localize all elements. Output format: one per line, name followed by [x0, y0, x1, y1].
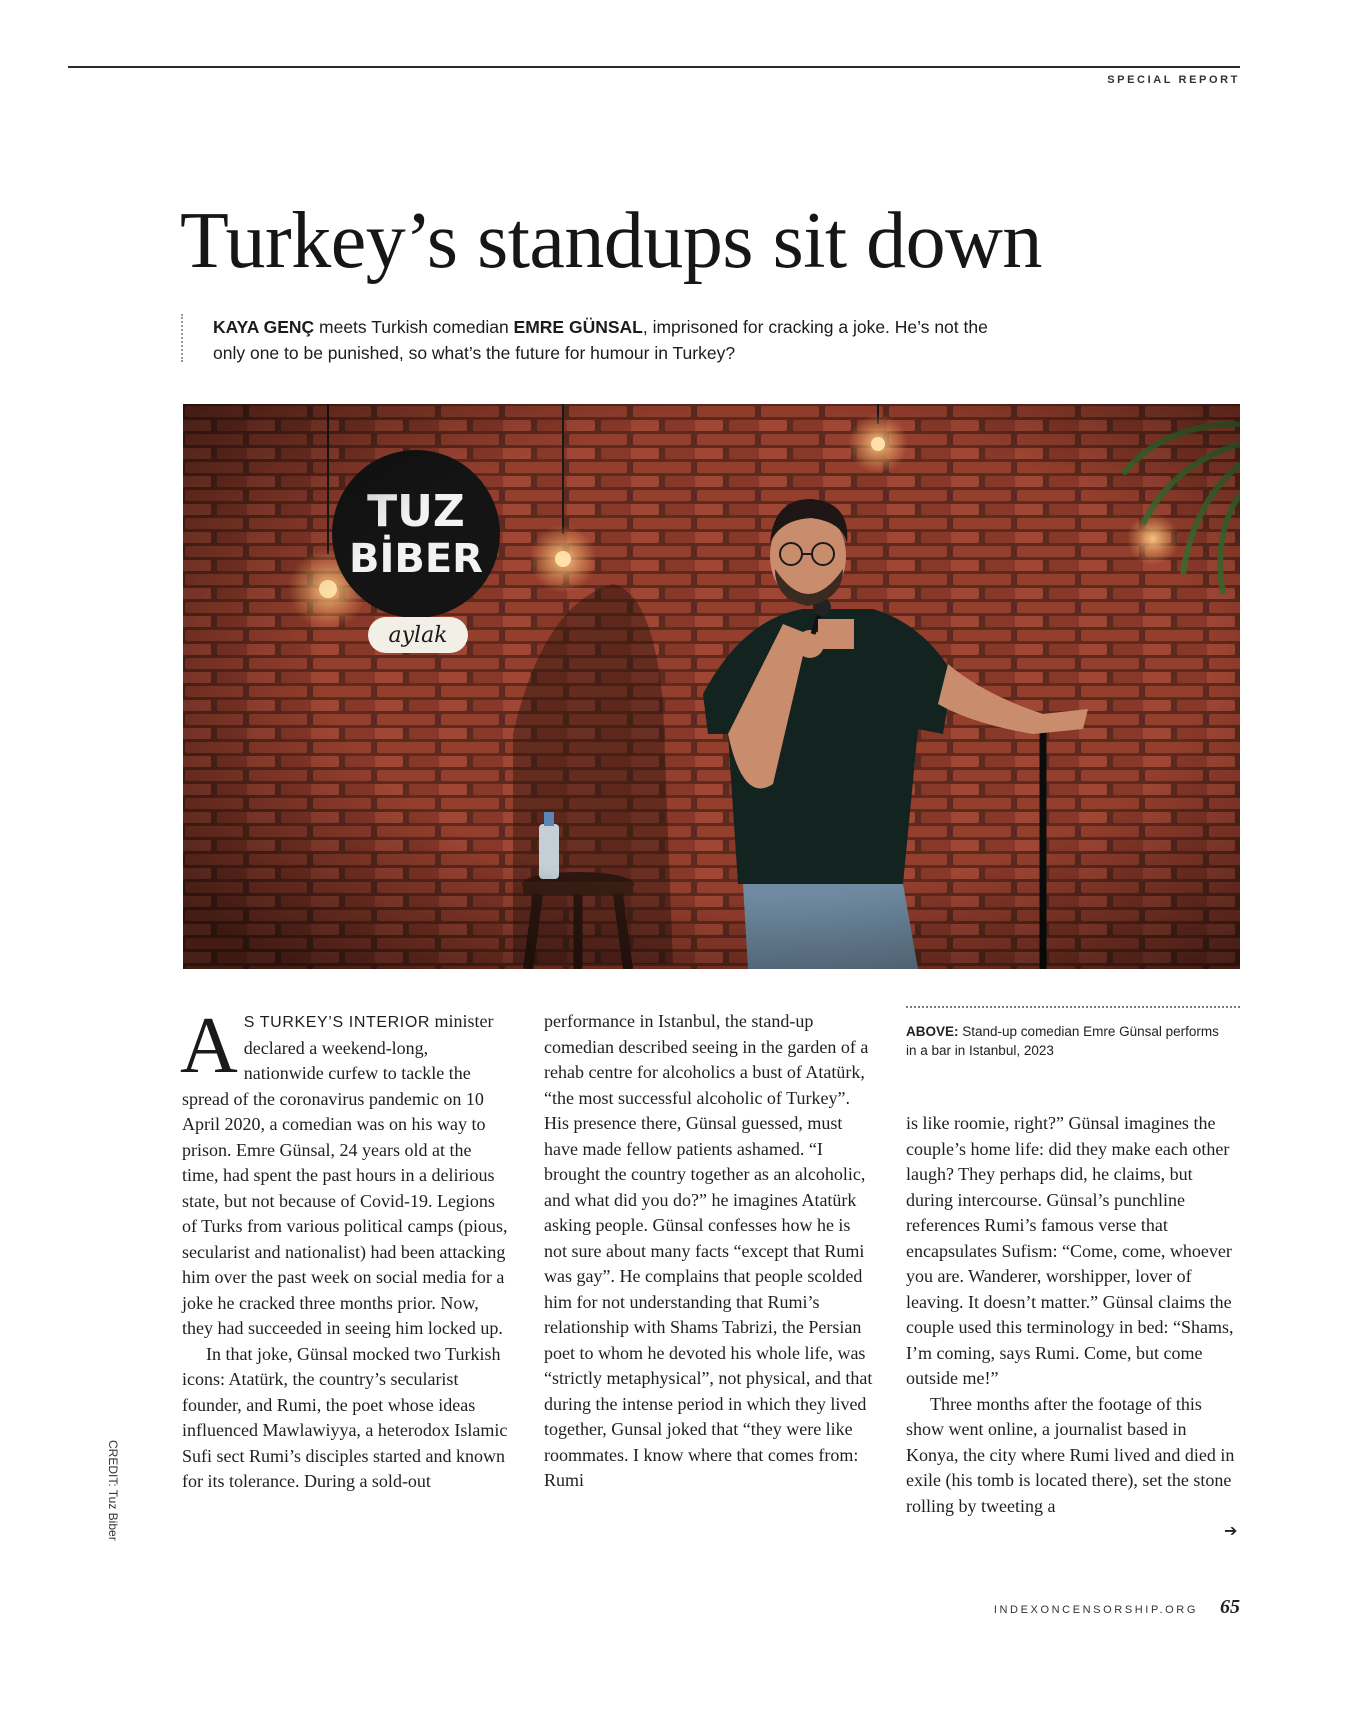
caption-text: Stand-up comedian Emre Günsal performs in a bar in Istanbul, 2023: [906, 1024, 1219, 1058]
headline: Turkey’s standups sit down: [180, 197, 1042, 285]
author-name: KAYA GENÇ: [213, 317, 315, 337]
footer-url: INDEXONCENSORSHIP.ORG: [993, 1604, 1198, 1616]
standfirst-rule: [181, 314, 183, 362]
body-paragraph: Three months after the footage of this show went online, a journalist based in Konya, the city where Rumi lived and died in exile (his tomb is located there), set the stone rolling by tweeting a: [906, 1393, 1235, 1516]
body-column-3: [906, 1111, 1236, 1519]
continue-arrow-icon: ➔: [1224, 1521, 1238, 1540]
body-paragraph: performance in Istanbul, the stand-up comedian described seeing in the garden of a rehab centre for alcoholics a bust of Atatürk, “the most successful alcoholic of Turkey”. His presence there, Günsal guessed, must have made fellow patients ashamed. “I brought the country together as an alcoholic, and what did you do?” he imagines Atatürk asking people. Günsal confesses how he is not sure about many facts “except that Rumi was gay”. He complains that people scolded him for not understanding that Rumi’s relationship with Shams Tabrizi, the Persian poet to whom he devoted his whole life, was “strictly metaphysical”, not physical, and that during the intense period in which they lived together, Gunsal joked that “they were like roommates. I know where that comes from: Rumi: [544, 1011, 873, 1490]
caption-label: ABOVE:: [906, 1024, 959, 1039]
body-paragraph: In that joke, Günsal mocked two Turkish icons: Atatürk, the country’s secularist founder, and Rumi, the poet whose ideas influenced Mawlawiyya, a heterodox Islamic Sufi sect Rumi’s disciples started and known for its tolerance. During a sold-out: [182, 1343, 508, 1491]
body-paragraph: is like roomie, right?” Günsal imagines the couple’s home life: did they make each other laugh? They perhaps did, he claims, but during intercourse. Günsal’s punchline references Rumi’s famous verse that encapsulates Sufism: “Come, come, whoever you are. Wanderer, worshipper, lover of leaving. It doesn’t matter.” Günsal claims the couple used this terminology in bed: “Shams, I’m coming, says Rumi. Come, but come outside me!”: [906, 1113, 1234, 1388]
body-column-1: [180, 1002, 512, 1495]
caption-rule: [906, 1006, 1240, 1008]
photo-caption: [906, 1022, 1226, 1060]
lead-in-caps: S TURKEY’S INTERIOR: [243, 1014, 431, 1031]
paragraph-text: minister declared a weekend-long, nationwide curfew to tackle the spread of the coronavirus pandemic on 10 April 2020, a comedian was on his way to prison. Emre Günsal, 24 years old at the time, had spent the past hours in a delirious state, but not because of Covid-19. Legions of Turks from various political camps (pious, secularist and nationalist) had been attacking him over the past week on social media for a joke he cracked three months prior. Now, they had succeeded in seeing him locked up.: [182, 1011, 508, 1338]
section-label: SPECIAL REPORT: [1107, 74, 1240, 86]
body-paragraph: [180, 1002, 512, 1342]
header-rule: [68, 66, 1240, 68]
article-photo: [183, 404, 1240, 969]
photo-illustration: [183, 404, 1240, 969]
standfirst: [213, 314, 1013, 366]
subject-name: EMRE GÜNSAL: [513, 317, 643, 337]
standfirst-text-2: , imprisoned for cracking a joke. He’s not the only one to be punished, so what’s the future for humour in Turkey?: [213, 317, 988, 363]
drop-cap: A: [180, 1002, 238, 1090]
body-column-2: [544, 1009, 874, 1494]
photo-credit: CREDIT: Tuz Biber: [106, 1440, 120, 1541]
page-number: 65: [1220, 1596, 1240, 1618]
standfirst-text-1: meets Turkish comedian: [314, 317, 514, 337]
